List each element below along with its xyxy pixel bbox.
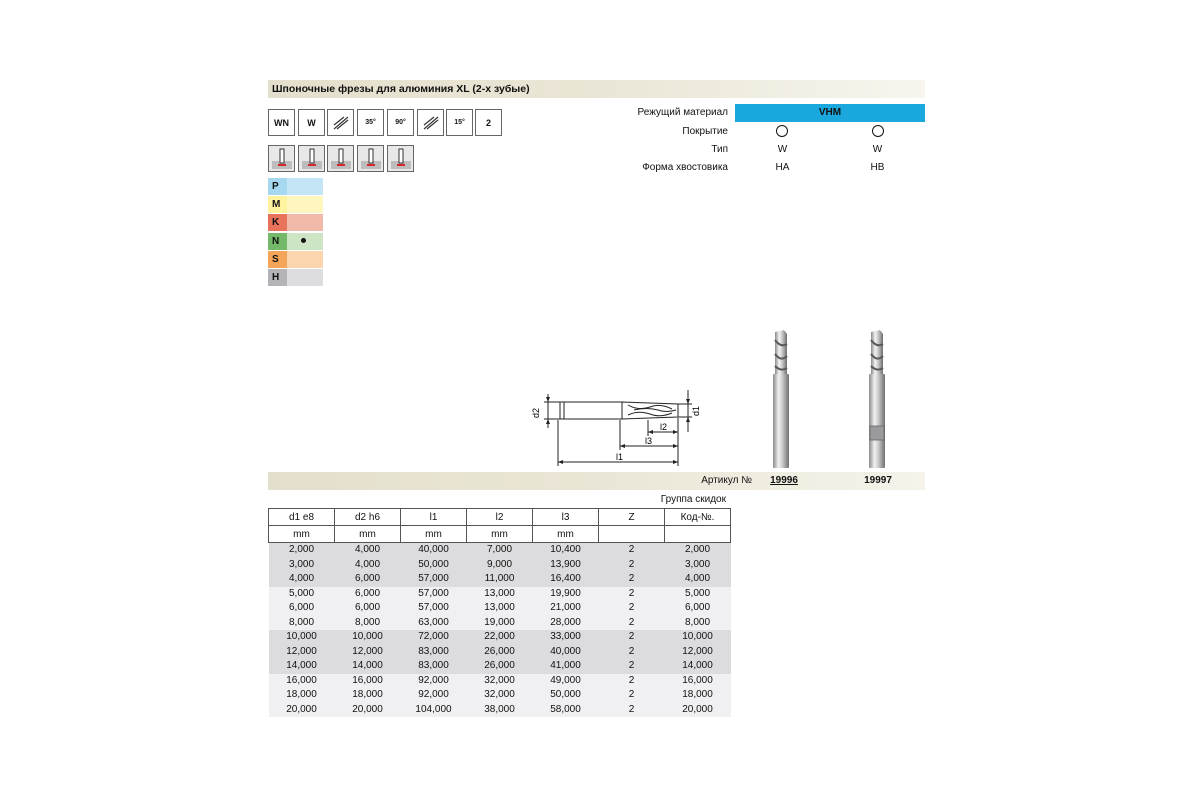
table-cell: 2 — [599, 703, 665, 718]
table-row — [269, 703, 731, 718]
flutes-2-label: 2 — [485, 117, 491, 128]
surface-finish-icon — [327, 109, 354, 136]
table-cell: 14,000 — [269, 659, 335, 674]
column-unit: mm — [401, 526, 467, 543]
table-cell: 19,000 — [467, 616, 533, 631]
table-cell: 6,000 — [335, 601, 401, 616]
table-cell: 72,000 — [401, 630, 467, 645]
table-cell: 16,000 — [335, 674, 401, 689]
angle-90-label: 90° — [395, 119, 406, 126]
end-mill-ha-image — [766, 330, 796, 470]
table-cell: 2,000 — [269, 543, 335, 558]
table-cell: 6,000 — [665, 601, 731, 616]
table-cell: 2,000 — [665, 543, 731, 558]
table-cell: 12,000 — [665, 645, 731, 660]
table-cell: 12,000 — [269, 645, 335, 660]
column-unit: mm — [269, 526, 335, 543]
article-number[interactable]: 19997 — [864, 475, 892, 486]
table-cell: 92,000 — [401, 674, 467, 689]
table-cell: 2 — [599, 587, 665, 602]
pocketing-icon — [357, 145, 384, 172]
table-cell: 20,000 — [665, 703, 731, 718]
table-cell: 57,000 — [401, 601, 467, 616]
table-cell: 92,000 — [401, 688, 467, 703]
table-row — [269, 645, 731, 660]
table-row — [269, 558, 731, 573]
column-header: d2 h6 — [335, 509, 401, 526]
table-cell: 8,000 — [335, 616, 401, 631]
table-cell: 28,000 — [533, 616, 599, 631]
table-cell: 6,000 — [335, 572, 401, 587]
coating-label: Покрытие — [682, 126, 728, 137]
suitable-dot-icon — [301, 238, 306, 243]
table-cell: 7,000 — [467, 543, 533, 558]
table-cell: 14,000 — [335, 659, 401, 674]
material-group-s — [268, 251, 323, 268]
table-cell: 41,000 — [533, 659, 599, 674]
table-cell: 49,000 — [533, 674, 599, 689]
wn-icon — [268, 109, 295, 136]
table-cell: 63,000 — [401, 616, 467, 631]
table-cell: 50,000 — [533, 688, 599, 703]
table-cell: 4,000 — [335, 558, 401, 573]
table-cell: 4,000 — [269, 572, 335, 587]
dimensions-table — [268, 508, 731, 717]
table-row — [269, 572, 731, 587]
wn-label: WN — [274, 117, 289, 128]
helix-35-label: 35° — [365, 119, 376, 126]
table-cell: 3,000 — [269, 558, 335, 573]
table-row — [269, 543, 731, 558]
table-cell: 13,000 — [467, 601, 533, 616]
table-cell: 2 — [599, 674, 665, 689]
table-header-row — [269, 509, 731, 526]
ramping-15-icon — [446, 109, 473, 136]
material-letter: S — [268, 251, 287, 268]
column-header: d1 e8 — [269, 509, 335, 526]
table-cell: 9,000 — [467, 558, 533, 573]
helix-35-icon — [357, 109, 384, 136]
end-mill-hb-image — [862, 330, 892, 470]
center-cutting-icon — [417, 109, 444, 136]
table-cell: 16,400 — [533, 572, 599, 587]
table-cell: 2 — [599, 572, 665, 587]
table-units-row — [269, 526, 731, 543]
discount-group-label: Группа скидок — [660, 494, 726, 505]
table-cell: 2 — [599, 616, 665, 631]
material-group-m — [268, 196, 323, 213]
table-cell: 11,000 — [467, 572, 533, 587]
coating-none-icon — [776, 125, 788, 137]
table-cell: 40,000 — [533, 645, 599, 660]
table-cell: 8,000 — [665, 616, 731, 631]
table-row — [269, 630, 731, 645]
table-row — [269, 674, 731, 689]
dimension-diagram — [530, 380, 710, 470]
table-cell: 10,000 — [269, 630, 335, 645]
table-cell: 2 — [599, 688, 665, 703]
table-cell: 104,000 — [401, 703, 467, 718]
table-row — [269, 659, 731, 674]
table-cell: 5,000 — [269, 587, 335, 602]
table-cell: 18,000 — [665, 688, 731, 703]
angle-90-icon — [387, 109, 414, 136]
table-cell: 6,000 — [335, 587, 401, 602]
table-cell: 4,000 — [335, 543, 401, 558]
table-cell: 12,000 — [335, 645, 401, 660]
table-row — [269, 688, 731, 703]
material-letter: M — [268, 196, 287, 213]
table-cell: 10,000 — [335, 630, 401, 645]
table-cell: 57,000 — [401, 572, 467, 587]
material-letter: N — [268, 233, 287, 250]
table-cell: 13,900 — [533, 558, 599, 573]
l1-label: l1 — [616, 452, 624, 462]
table-cell: 33,000 — [533, 630, 599, 645]
column-header: Z — [599, 509, 665, 526]
table-cell: 50,000 — [401, 558, 467, 573]
table-cell: 19,900 — [533, 587, 599, 602]
type-value: W — [872, 144, 883, 155]
column-unit — [599, 526, 665, 543]
w-icon — [298, 109, 325, 136]
article-number[interactable]: 19996 — [770, 475, 798, 486]
table-cell: 2 — [599, 659, 665, 674]
material-suitability — [287, 196, 323, 213]
material-suitability — [287, 178, 323, 195]
shank-value: HB — [870, 162, 885, 173]
table-cell: 3,000 — [665, 558, 731, 573]
material-suitability — [287, 233, 323, 250]
table-cell: 2 — [599, 543, 665, 558]
material-suitability — [287, 251, 323, 268]
article-label: Артикул № — [701, 475, 752, 486]
column-header: Код-№. — [665, 509, 731, 526]
column-unit: mm — [533, 526, 599, 543]
column-header: l2 — [467, 509, 533, 526]
table-cell: 18,000 — [335, 688, 401, 703]
material-suitability — [287, 269, 323, 286]
table-cell: 58,000 — [533, 703, 599, 718]
table-cell: 16,000 — [269, 674, 335, 689]
column-unit: mm — [335, 526, 401, 543]
table-row — [269, 616, 731, 631]
table-cell: 13,000 — [467, 587, 533, 602]
l2-label: l2 — [660, 422, 668, 432]
material-group-p — [268, 178, 323, 195]
type-label: Тип — [711, 144, 728, 155]
material-letter: K — [268, 214, 287, 231]
table-row — [269, 587, 731, 602]
d2-label: d2 — [531, 407, 541, 419]
shank-value: HA — [775, 162, 790, 173]
coating-none-icon — [872, 125, 884, 137]
table-cell: 2 — [599, 601, 665, 616]
drilling-icon — [387, 145, 414, 172]
table-cell: 20,000 — [335, 703, 401, 718]
l3-label: l3 — [645, 436, 653, 446]
table-cell: 4,000 — [665, 572, 731, 587]
ramping-15-label: 15° — [454, 119, 465, 126]
table-cell: 5,000 — [665, 587, 731, 602]
table-cell: 26,000 — [467, 645, 533, 660]
page-title: Шпоночные фрезы для алюминия XL (2-х зубые) — [268, 80, 925, 98]
table-cell: 16,000 — [665, 674, 731, 689]
table-cell: 57,000 — [401, 587, 467, 602]
table-cell: 32,000 — [467, 674, 533, 689]
table-cell: 2 — [599, 645, 665, 660]
table-cell: 40,000 — [401, 543, 467, 558]
plunging-icon — [298, 145, 325, 172]
table-cell: 6,000 — [269, 601, 335, 616]
d1-label: d1 — [691, 405, 701, 417]
table-row — [269, 601, 731, 616]
table-cell: 38,000 — [467, 703, 533, 718]
table-cell: 8,000 — [269, 616, 335, 631]
material-group-h — [268, 269, 323, 286]
table-cell: 83,000 — [401, 645, 467, 660]
material-group-n — [268, 233, 323, 250]
table-cell: 10,000 — [665, 630, 731, 645]
flutes-2-icon — [475, 109, 502, 136]
w-label: W — [307, 117, 316, 128]
table-cell: 22,000 — [467, 630, 533, 645]
side-milling-icon — [327, 145, 354, 172]
table-cell: 2 — [599, 630, 665, 645]
table-cell: 21,000 — [533, 601, 599, 616]
slotting-icon — [268, 145, 295, 172]
table-cell: 32,000 — [467, 688, 533, 703]
material-letter: H — [268, 269, 287, 286]
table-cell: 26,000 — [467, 659, 533, 674]
table-cell: 83,000 — [401, 659, 467, 674]
column-header: l1 — [401, 509, 467, 526]
column-header: l3 — [533, 509, 599, 526]
cutting-material-label: Режущий материал — [637, 107, 728, 118]
table-cell: 10,400 — [533, 543, 599, 558]
table-cell: 2 — [599, 558, 665, 573]
type-value: W — [777, 144, 788, 155]
table-cell: 14,000 — [665, 659, 731, 674]
cutting-material-value: VHM — [735, 104, 925, 122]
shank-label: Форма хвостовика — [642, 162, 728, 173]
column-unit — [665, 526, 731, 543]
column-unit: mm — [467, 526, 533, 543]
material-group-k — [268, 214, 323, 231]
material-suitability — [287, 214, 323, 231]
material-letter: P — [268, 178, 287, 195]
table-cell: 18,000 — [269, 688, 335, 703]
table-cell: 20,000 — [269, 703, 335, 718]
